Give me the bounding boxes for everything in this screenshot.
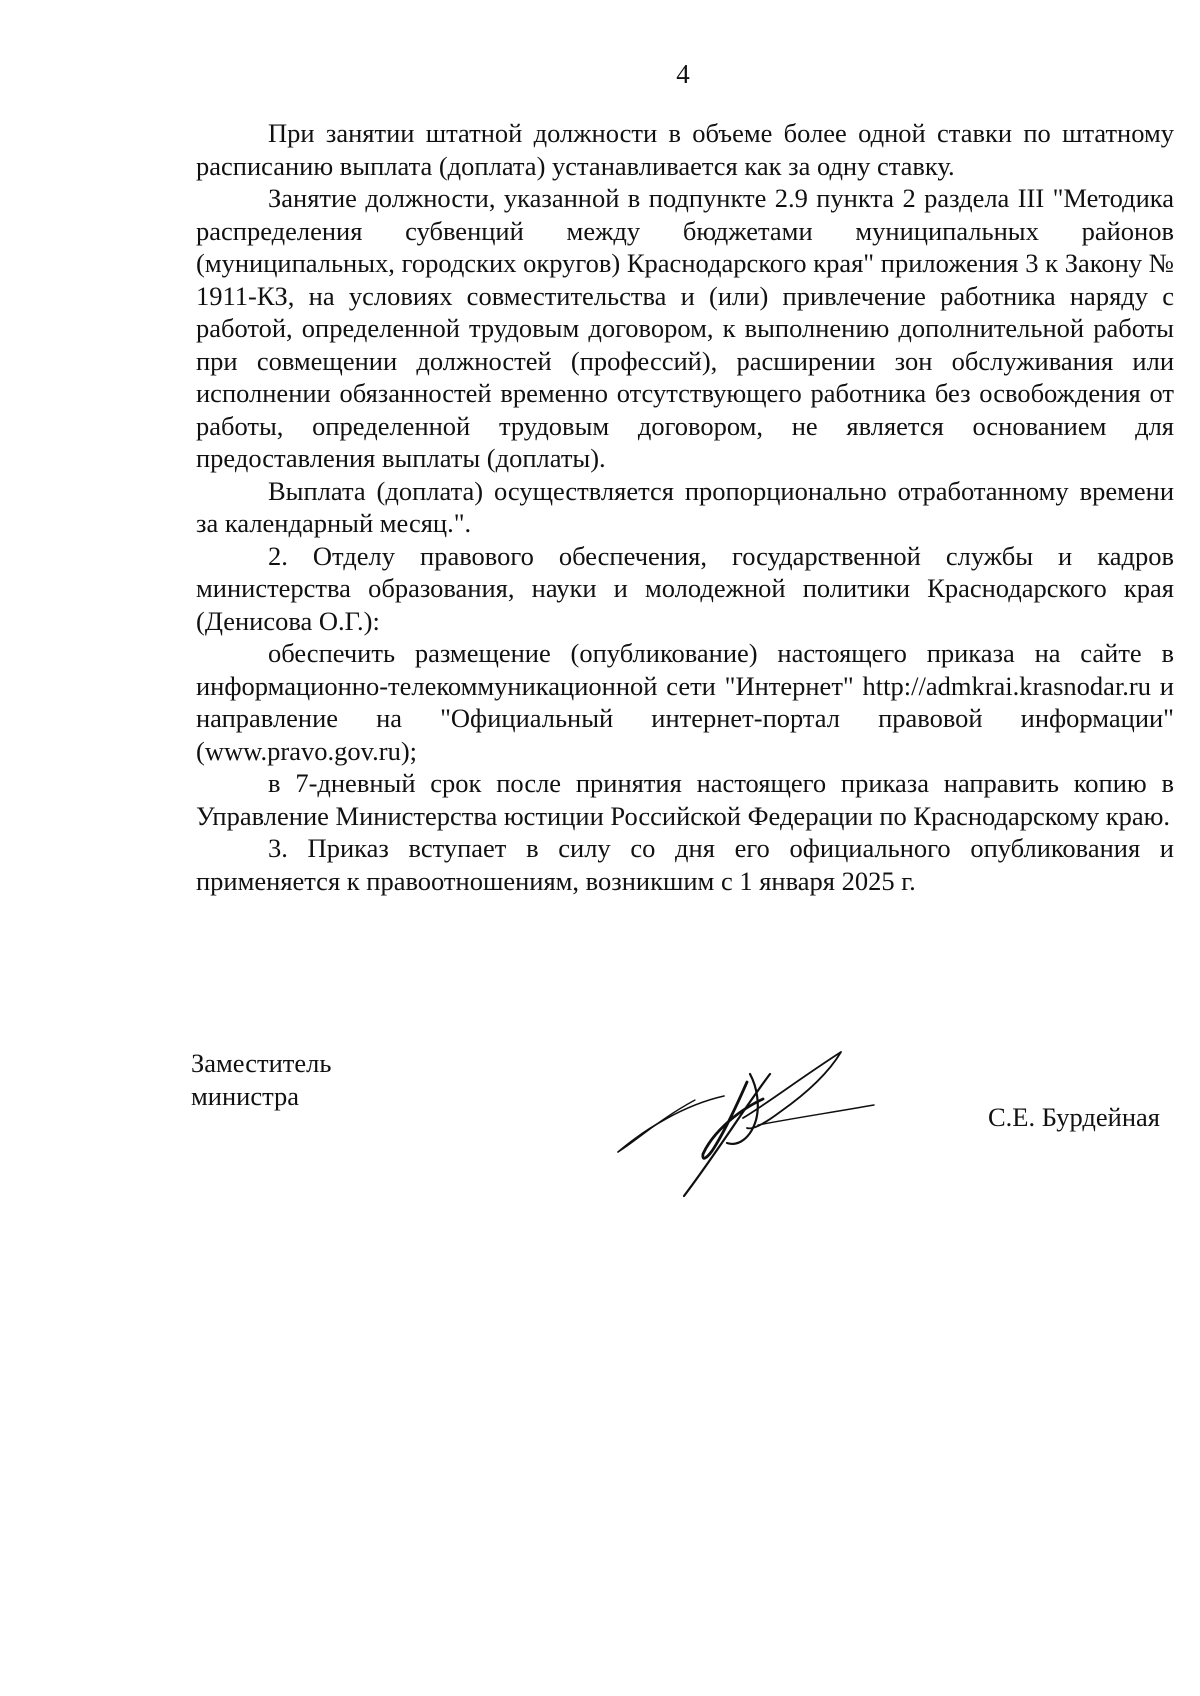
paragraph-item-2: 2. Отделу правового обеспечения, государственной службы и кадров министерства образования, науки и молодежной политики Краснодарского края (Денисова О.Г.): [196,540,1174,636]
paragraph-position-combination: Занятие должности, указанной в подпункте 2.9 пункта 2 раздела III "Методика распределения субвенций между бюджетами муниципальных районов (муниципальных, городских округов) Краснодарского края" приложения 3 к Закону № 1911-КЗ, на условиях совместительства и (или) привлечение работника наряду с работой, определенной трудовым договором, к выполнению дополнительной работы при совмещении должностей (профессий), расширении зон обслуживания или исполнении обязанностей временно отсутствующего работника без освобождения от работы, определенной трудовым договором, не является основанием для предоставления выплаты (доплаты). [196,183,1174,473]
signer-title-line-2: министра [191,1081,299,1111]
paragraph-publication: обеспечить размещение (опубликование) настоящего приказа на сайте в информационно-телекоммуникационной сети "Интернет" http://admkrai.krasnodar.ru и направление на "Официальный интернет-портал правовой информации" (www.pravo.gov.ru); [196,638,1174,766]
page-number: 4 [676,59,690,89]
signature-block [0,1047,1200,1207]
paragraph-item-3: 3. Приказ вступает в силу со дня его официального опубликования и применяется к правоотношениям, возникшим с 1 января 2025 г. [196,833,1174,896]
handwritten-signature-icon [600,1047,920,1207]
paragraph-ministry-copy: в 7-дневный срок после принятия настоящего приказа направить копию в Управление Министерства юстиции Российской Федерации по Краснодарскому краю. [196,768,1174,831]
paragraph-staff-rate: При занятии штатной должности в объеме более одной ставки по штатному расписанию выплата (доплата) устанавливается как за одну ставку. [196,118,1174,181]
signer-name: С.Е. Бурдейная [987,1102,1160,1132]
paragraph-proportional-payment: Выплата (доплата) осуществляется пропорционально отработанному времени за календарный месяц.". [196,475,1174,538]
signer-title [191,1047,331,1113]
document-body [196,117,1174,897]
signer-title-line-1: Заместитель [191,1048,332,1078]
